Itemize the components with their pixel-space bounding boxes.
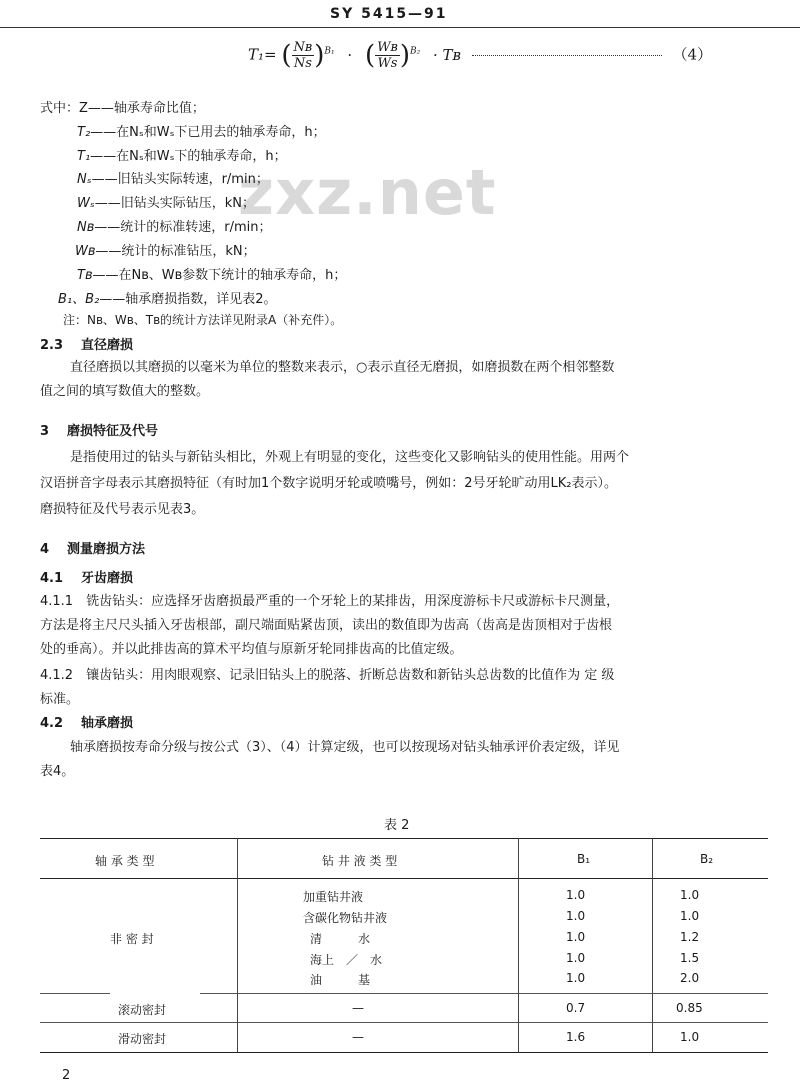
paragraph: 磨损特征及代号表示见表3。 xyxy=(40,502,205,517)
paragraph: 值之间的填写数值大的整数。 xyxy=(40,384,210,399)
section-4-heading: 4 测量磨损方法 xyxy=(40,542,146,557)
table-header-b2: B₂ xyxy=(700,852,714,866)
definition-row: T₁——在Nₛ和Wₛ下的轴承寿命，h； xyxy=(77,149,287,164)
exponent-b2: B₂ xyxy=(409,46,421,57)
table-cell: 1.6 xyxy=(566,1030,586,1044)
table-caption: 表 2 xyxy=(384,818,410,833)
definition-row: Wₛ——旧钻头实际钻压，kN； xyxy=(77,196,255,211)
header-rule xyxy=(0,27,800,28)
table-cell: 1.0 xyxy=(566,951,586,965)
table-cell: — xyxy=(352,1001,364,1015)
definition-row: Nₛ——旧钻头实际转速，r/min； xyxy=(77,172,269,187)
table-cell: 1.2 xyxy=(680,930,700,944)
fraction-w: $\frac{\text{Wʙ}}{Ws}$ xyxy=(377,40,398,71)
formula-tail: · Tʙ xyxy=(432,45,461,64)
paragraph: 直径磨损以其磨损的以毫米为单位的整数来表示，○表示直径无磨损，如磨损数在两个相邻整数 xyxy=(70,360,615,375)
table-cell: — xyxy=(352,1030,364,1044)
table-cell: 1.0 xyxy=(566,971,586,985)
paragraph: 汉语拼音字母表示其磨损特征（有时加1个数字说明牙轮或喷嘴号，例如：2号牙轮旷动用LK₂表示）。 xyxy=(40,476,618,491)
definition-row: Nʙ——统计的标准转速，r/min； xyxy=(77,220,272,235)
table-top-rule xyxy=(40,838,768,839)
table-cell: 滑动密封 xyxy=(118,1032,167,1046)
definition-row: 式中：Z——轴承寿命比值； xyxy=(40,101,205,116)
table-column-rule xyxy=(652,838,653,1052)
note: 注：Nʙ、Wʙ、Tʙ的统计方法详见附录A（补充件）。 xyxy=(63,313,343,327)
paragraph: 标准。 xyxy=(40,692,80,707)
fraction-n: $\frac{\text{Nʙ}}{Ns}$ xyxy=(293,40,313,71)
table-cell: 加重钻井液 xyxy=(303,890,364,904)
table-row-rule xyxy=(40,1022,768,1023)
table-cell: 1.0 xyxy=(566,930,586,944)
table-cell: 海上 ／ 水 xyxy=(310,953,383,967)
table-cell: 1.0 xyxy=(680,1030,700,1044)
table-cell: 0.7 xyxy=(566,1001,586,1015)
paragraph: 是指使用过的钻头与新钻头相比，外观上有明显的变化，这些变化又影响钻头的使用性能。用两个 xyxy=(70,450,630,465)
table-row-rule xyxy=(40,993,110,994)
definition-row: T₂——在Nₛ和Wₛ下已用去的轴承寿命，h； xyxy=(77,125,326,140)
table-cell: 滚动密封 xyxy=(118,1003,167,1017)
table-cell: 2.0 xyxy=(680,971,700,985)
paragraph: 方法是将主尺尺头插入牙齿根部，副尺端面贴紧齿顶，读出的数值即为齿高（齿高是齿顶相对于齿根 xyxy=(40,618,613,633)
leader-dots xyxy=(472,55,662,56)
exponent-b1: B₁ xyxy=(324,46,335,57)
definition-row: Tʙ——在Nʙ、Wʙ参数下统计的轴承寿命，h； xyxy=(77,268,347,283)
definition-row: B₁、B₂——轴承磨损指数，详见表2。 xyxy=(58,292,277,307)
table-row-rule xyxy=(200,993,768,994)
formula-lhs: T₁= xyxy=(248,45,277,64)
table-cell: 1.0 xyxy=(680,909,700,923)
table-cell: 1.0 xyxy=(566,888,586,902)
paragraph: 4.1.1 铣齿钻头：应选择牙齿磨损最严重的一个牙轮上的某排齿，用深度游标卡尺或游标卡尺测量， xyxy=(40,594,620,609)
table-group-label: 非 密 封 xyxy=(110,932,154,946)
table-cell: 1.0 xyxy=(680,888,700,902)
paragraph: 轴承磨损按寿命分级与按公式（3）、（4）计算定级，也可以按现场对钻头轴承评价表定级，详见 xyxy=(70,740,620,755)
table-cell: 1.0 xyxy=(566,909,586,923)
table-bottom-rule xyxy=(40,1052,768,1053)
table-column-rule xyxy=(518,838,519,1052)
table-cell: 含碳化物钻井液 xyxy=(303,911,388,925)
paragraph: 4.1.2 镶齿钻头：用肉眼观察、记录旧钻头上的脱落、折断总齿数和新钻头总齿数的比值作为 定 级 xyxy=(40,668,615,683)
definition-row: Wʙ——统计的标准钻压，kN； xyxy=(75,244,256,259)
table-cell: 油 基 xyxy=(310,973,371,987)
section-4-1-heading: 4.1 牙齿磨损 xyxy=(40,571,134,586)
section-4-2-heading: 4.2 轴承磨损 xyxy=(40,716,134,731)
page-number: 2 xyxy=(62,1068,71,1083)
table-cell: 清 水 xyxy=(310,932,371,946)
standard-code-header: SY 5415—91 xyxy=(330,6,448,22)
formula-number: （4） xyxy=(672,45,713,64)
table-header-b1: B₁ xyxy=(577,852,591,866)
table-cell: 1.5 xyxy=(680,951,700,965)
table-header-fluid-type: 钻 井 液 类 型 xyxy=(322,854,398,868)
table-header-rule xyxy=(40,878,768,879)
table-cell: 0.85 xyxy=(676,1001,703,1015)
section-3-heading: 3 磨损特征及代号 xyxy=(40,424,159,439)
formula-4: T₁= ( $\frac{\text{Nʙ}}{Ns}$ )$^{B_1}$ · ( $\frac{\text{Wʙ}}{Ws}$ )$^{B_2}$ · Tʙ （4） xyxy=(248,40,713,71)
table-header-bearing-type: 轴 承 类 型 xyxy=(95,854,155,868)
paragraph: 处的垂高）。并以此排齿高的算术平均值与原新牙轮同排齿高的比值定级。 xyxy=(40,642,463,657)
watermark: zxz.net xyxy=(238,156,497,229)
paragraph: 表4。 xyxy=(40,764,75,779)
section-2-3-heading: 2.3 直径磨损 xyxy=(40,338,134,353)
table-column-rule xyxy=(237,838,238,1052)
